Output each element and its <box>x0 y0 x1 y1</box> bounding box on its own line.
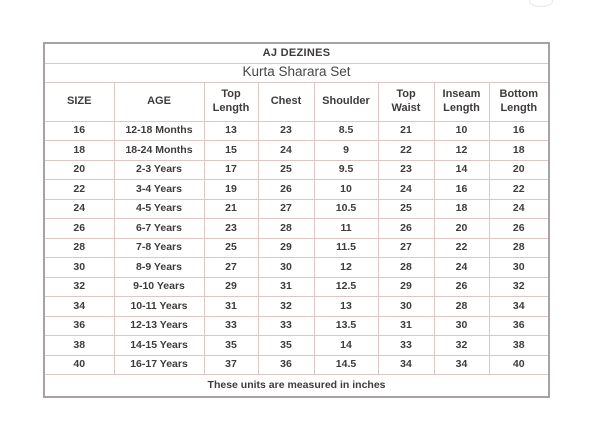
cell-age: 12-18 Months <box>114 121 204 141</box>
cell-chest: 33 <box>258 316 314 336</box>
cell-size: 20 <box>44 160 114 180</box>
table-row <box>44 141 549 161</box>
cell-bottom-length: 24 <box>489 199 549 219</box>
cell-age: 7-8 Years <box>114 238 204 258</box>
column-header-inseam-length: Inseam Length <box>434 82 489 121</box>
cell-bottom-length: 30 <box>489 258 549 278</box>
units-note-row <box>44 375 549 397</box>
cell-top-waist: 26 <box>378 219 434 239</box>
units-note: These units are measured in inches <box>44 375 549 397</box>
cell-age: 6-7 Years <box>114 219 204 239</box>
cell-top-length: 27 <box>204 258 258 278</box>
cell-chest: 24 <box>258 141 314 161</box>
cell-chest: 25 <box>258 160 314 180</box>
cell-chest: 32 <box>258 297 314 317</box>
cell-inseam-length: 18 <box>434 199 489 219</box>
table-row <box>44 160 549 180</box>
cropped-watermark-mark <box>529 0 553 7</box>
cell-chest: 28 <box>258 219 314 239</box>
cell-size: 32 <box>44 277 114 297</box>
cell-shoulder: 9 <box>314 141 378 161</box>
cell-size: 24 <box>44 199 114 219</box>
cell-inseam-length: 20 <box>434 219 489 239</box>
cell-top-length: 35 <box>204 336 258 356</box>
cell-inseam-length: 26 <box>434 277 489 297</box>
cell-chest: 35 <box>258 336 314 356</box>
cell-shoulder: 11 <box>314 219 378 239</box>
cell-inseam-length: 10 <box>434 121 489 141</box>
cell-inseam-length: 24 <box>434 258 489 278</box>
cell-top-waist: 31 <box>378 316 434 336</box>
cell-inseam-length: 22 <box>434 238 489 258</box>
cell-inseam-length: 14 <box>434 160 489 180</box>
cell-inseam-length: 12 <box>434 141 489 161</box>
cell-chest: 36 <box>258 355 314 375</box>
cell-top-length: 15 <box>204 141 258 161</box>
cell-top-length: 13 <box>204 121 258 141</box>
cell-top-length: 33 <box>204 316 258 336</box>
cell-shoulder: 10.5 <box>314 199 378 219</box>
cell-inseam-length: 34 <box>434 355 489 375</box>
table-row <box>44 336 549 356</box>
cell-top-length: 37 <box>204 355 258 375</box>
cell-shoulder: 10 <box>314 180 378 200</box>
cell-top-length: 31 <box>204 297 258 317</box>
table-row <box>44 297 549 317</box>
cell-top-length: 17 <box>204 160 258 180</box>
cell-age: 4-5 Years <box>114 199 204 219</box>
cell-top-length: 25 <box>204 238 258 258</box>
table-row <box>44 277 549 297</box>
cell-inseam-length: 28 <box>434 297 489 317</box>
cell-size: 30 <box>44 258 114 278</box>
cell-bottom-length: 26 <box>489 219 549 239</box>
column-header-shoulder: Shoulder <box>314 82 378 121</box>
column-header-bottom-length: Bottom Length <box>489 82 549 121</box>
cell-bottom-length: 36 <box>489 316 549 336</box>
cell-chest: 30 <box>258 258 314 278</box>
cell-shoulder: 14.5 <box>314 355 378 375</box>
table-row <box>44 180 549 200</box>
cell-age: 9-10 Years <box>114 277 204 297</box>
cell-shoulder: 9.5 <box>314 160 378 180</box>
cell-chest: 23 <box>258 121 314 141</box>
table-row <box>44 355 549 375</box>
cell-top-length: 29 <box>204 277 258 297</box>
cell-shoulder: 13 <box>314 297 378 317</box>
cell-age: 16-17 Years <box>114 355 204 375</box>
table-row <box>44 238 549 258</box>
cell-top-length: 19 <box>204 180 258 200</box>
cell-age: 14-15 Years <box>114 336 204 356</box>
cell-top-waist: 27 <box>378 238 434 258</box>
cell-size: 28 <box>44 238 114 258</box>
cell-size: 16 <box>44 121 114 141</box>
table-row <box>44 219 549 239</box>
cell-shoulder: 8.5 <box>314 121 378 141</box>
cell-age: 12-13 Years <box>114 316 204 336</box>
size-rows <box>44 121 549 375</box>
cell-size: 22 <box>44 180 114 200</box>
product-subtitle: Kurta Sharara Set <box>44 63 549 82</box>
cell-bottom-length: 40 <box>489 355 549 375</box>
cell-top-waist: 30 <box>378 297 434 317</box>
cell-inseam-length: 30 <box>434 316 489 336</box>
table-row <box>44 316 549 336</box>
cell-chest: 31 <box>258 277 314 297</box>
column-header-size: SIZE <box>44 82 114 121</box>
brand-title: AJ DEZINES <box>44 43 549 63</box>
table-row <box>44 121 549 141</box>
cell-size: 36 <box>44 316 114 336</box>
cell-bottom-length: 22 <box>489 180 549 200</box>
table-row <box>44 258 549 278</box>
cell-size: 40 <box>44 355 114 375</box>
cell-bottom-length: 34 <box>489 297 549 317</box>
brand-title-row <box>44 43 549 63</box>
column-header-row <box>44 82 549 121</box>
cell-top-length: 21 <box>204 199 258 219</box>
cell-bottom-length: 20 <box>489 160 549 180</box>
cell-size: 18 <box>44 141 114 161</box>
cell-top-waist: 24 <box>378 180 434 200</box>
column-header-top-waist: Top Waist <box>378 82 434 121</box>
cell-age: 10-11 Years <box>114 297 204 317</box>
cell-bottom-length: 28 <box>489 238 549 258</box>
cell-age: 18-24 Months <box>114 141 204 161</box>
cell-top-waist: 22 <box>378 141 434 161</box>
cell-top-waist: 25 <box>378 199 434 219</box>
cell-size: 34 <box>44 297 114 317</box>
cell-top-waist: 33 <box>378 336 434 356</box>
cell-age: 2-3 Years <box>114 160 204 180</box>
cell-inseam-length: 16 <box>434 180 489 200</box>
cell-bottom-length: 18 <box>489 141 549 161</box>
table-row <box>44 199 549 219</box>
cell-chest: 29 <box>258 238 314 258</box>
cell-bottom-length: 38 <box>489 336 549 356</box>
cell-shoulder: 12.5 <box>314 277 378 297</box>
cell-chest: 26 <box>258 180 314 200</box>
cell-top-waist: 29 <box>378 277 434 297</box>
cell-shoulder: 13.5 <box>314 316 378 336</box>
cell-age: 8-9 Years <box>114 258 204 278</box>
cell-top-waist: 21 <box>378 121 434 141</box>
cell-chest: 27 <box>258 199 314 219</box>
cell-size: 26 <box>44 219 114 239</box>
column-header-age: AGE <box>114 82 204 121</box>
cell-top-waist: 34 <box>378 355 434 375</box>
size-chart-table <box>43 42 550 398</box>
cell-age: 3-4 Years <box>114 180 204 200</box>
cell-shoulder: 11.5 <box>314 238 378 258</box>
cell-shoulder: 12 <box>314 258 378 278</box>
cell-bottom-length: 16 <box>489 121 549 141</box>
cell-inseam-length: 32 <box>434 336 489 356</box>
column-header-top-length: Top Length <box>204 82 258 121</box>
cell-top-waist: 23 <box>378 160 434 180</box>
cell-shoulder: 14 <box>314 336 378 356</box>
cell-top-length: 23 <box>204 219 258 239</box>
cell-top-waist: 28 <box>378 258 434 278</box>
cell-bottom-length: 32 <box>489 277 549 297</box>
cell-size: 38 <box>44 336 114 356</box>
product-subtitle-row <box>44 63 549 82</box>
column-header-chest: Chest <box>258 82 314 121</box>
